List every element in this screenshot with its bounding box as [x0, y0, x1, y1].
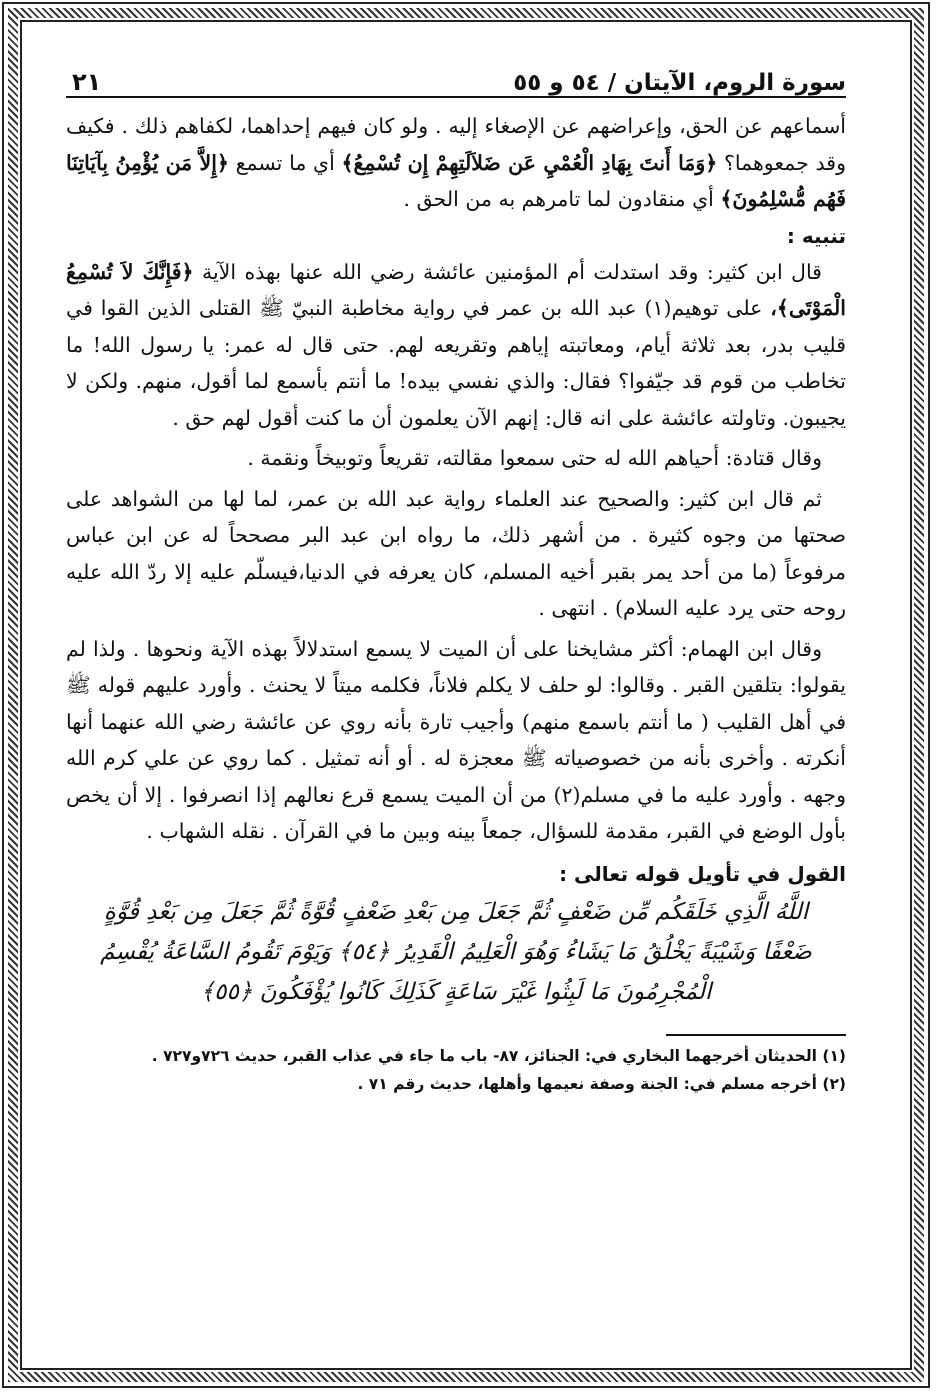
quran-quote-3: ﴿فَإِنَّكَ لاَ تُسْمِعُ الْمَوْتَى﴾، — [66, 259, 846, 320]
running-header — [66, 56, 846, 98]
paragraph-3: وقال قتادة: أحياهم الله له حتى سمعوا مقالته، تقريعاً وتوبيخاً ونقمة . — [247, 446, 822, 470]
page-content — [66, 56, 846, 1098]
footnote-separator — [666, 1034, 846, 1036]
paragraph-5: وقال ابن الهمام: أكثر مشايخنا على أن الميت لا يسمع استدلالاً بهذه الآية ونحوها . ولذا لم يقولوا: بتلقين القبر . وقالوا: لو حلف لا يكلم فلاناً، فكلمه ميتاً لا يحنث . وأورد عليهم قوله ﷺ في أهل القليب ( ما أنتم باسمع منهم) وأجيب تارة بأنه روي عن عائشة رضي الله عنهما أنها أنكرته . وأخرى بأنه من خصوصياته ﷺ معجزة له . أو أنه تمثيل . كما روي عن علي كرم الله وجهه . وأورد عليه ما في مسلم(٢) من أن الميت يسمع قرع نعالهم إذا انصرفوا . إلا أن يخص بأول الوضع في القبر، مقدمة للسؤال، جمعاً بينه وبين ما في القرآن . نقله الشهاب . — [66, 636, 847, 843]
footnote-2: (٢) أخرجه مسلم في: الجنة وصفة نعيمها وأهلها، حديث رقم ٧١ . — [357, 1074, 846, 1093]
paragraph-2 — [66, 254, 846, 437]
heading-tanbih: تنبيه : — [786, 223, 846, 248]
footnote-1: (١) الحديثان أخرجهما البخاري في: الجنائز، ٨٧- باب ما جاء في عذاب القبر، حديث ٧٢٦و٧٢٧ . — [151, 1046, 846, 1065]
paragraph-1-text: أسماعهم عن الحق، وإعراضهم عن الإصغاء إليه . ولو كان فيهم إحداهما، لكفاهم ذلك . فكيف وقد جمعوهما؟ — [66, 114, 846, 175]
paragraph-1-text-b: أي ما تسمع — [235, 150, 335, 175]
heading-qawl: القول في تأويل قوله تعالى : — [559, 861, 846, 886]
quran-quote-1: ﴿وَمَا أَنتَ بِهَادِ الْعُمْيِ عَن ضَلاَلَتِهِمْ إِن تُسْمِعُ﴾ — [341, 150, 718, 175]
quran-quote-2: ﴿إِلاَّ مَن يُؤْمِنُ بِآيَاتِنَا فَهُم مُّسْلِمُونَ﴾ — [66, 150, 846, 211]
header-title: سورة الروم، الآيتان / ٥٤ و ٥٥ — [513, 70, 846, 96]
paragraph-2-text-a: قال ابن كثير: وقد استدلت أم المؤمنين عائشة رضي الله عنها بهذه الآية — [201, 259, 822, 284]
paragraph-4: ثم قال ابن كثير: والصحيح عند العلماء رواية عبد الله بن عمر، لما لها من الشواهد على صحتها من وجوه كثيرة . من أشهر ذلك، ما رواه ابن عبد البر مصححاً له عن ابن عباس مرفوعاً (ما من أحد يمر بقبر أخيه المسلم، كان يعرفه في الدنيا،فيسلّم عليه إلا ردّ الله عليه روحه حتى يرد عليه السلام) . انتهى . — [66, 486, 846, 620]
quran-verse-block: اللَّهُ الَّذِي خَلَقَكُم مِّن ضَعْفٍ ثُمَّ جَعَلَ مِن بَعْدِ ضَعْفٍ قُوَّةً ثُمَّ جَعَلَ مِن بَعْدِ قُوَّةٍ ضَعْفًا وَشَيْبَةً يَخْلُقُ مَا يَشَاءُ وَهُوَ الْعَلِيمُ الْقَدِيرُ ﴿٥٤﴾ وَيَوْمَ تَقُومُ السَّاعَةُ يُقْسِمُ الْمُجْرِمُونَ مَا لَبِثُوا غَيْرَ سَاعَةٍ كَذَلِكَ كَانُوا يُؤْفَكُونَ ﴿٥٥﴾ — [100, 898, 812, 1005]
page-number: ٢١ — [72, 68, 102, 96]
paragraph-1-text-c: أي منقادون لما تامرهم به من الحق . — [403, 187, 714, 211]
paragraph-1 — [66, 108, 846, 218]
paragraph-2-text-b: على توهيم(١) عبد الله بن عمر في رواية مخاطبة النبيّ ﷺ القتلى الذين القوا في قليب بدر، بعد ثلاثة أيام، ومعاتبته إياهم وتقريعه لهم. حتى قال له عمر: يا رسول الله! ما تخاطب من قوم قد جيّفوا؟ فقال: والذي نفسي بيده! ما أنتم بأسمع لما أقول، منهم. ولكن لا يجيبون. وتاولته عائشة على انه قال: إنهم الآن يعلمون أن ما كنت أقول لهم حق . — [66, 296, 846, 430]
